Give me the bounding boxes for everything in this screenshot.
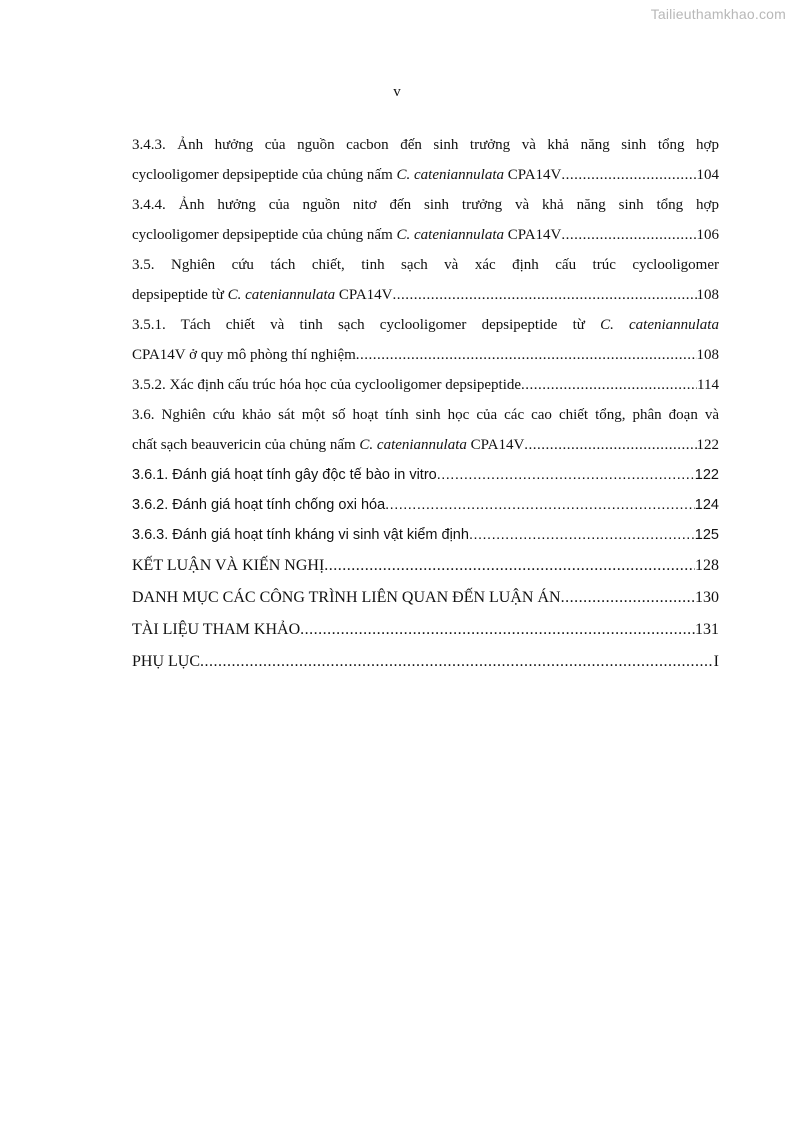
toc-entry-3-4-4-line2[interactable]: cyclooligomer depsipeptide của chủng nấm C. cateniannulata CPA14V ..... 106 — [132, 220, 719, 250]
leader-dots — [524, 430, 696, 460]
toc-entry-3-5-1-line1: 3.5.1. Tách chiết và tinh sạch cyclooligomer depsipeptide từ C. cateniannulata — [132, 317, 719, 333]
toc-page-number: 108 — [696, 287, 719, 303]
page-number: v — [393, 84, 401, 100]
toc-page-number: 104 — [696, 167, 719, 183]
toc-entry-3-5-line2[interactable]: depsipeptide từ C. cateniannulata CPA14V ..... 108 — [132, 280, 719, 310]
toc-entry-3-5-1-line2[interactable]: CPA14V ở quy mô phòng thí nghiệm ..... 108 — [132, 340, 719, 370]
toc-entry-3-6-line2[interactable]: chất sạch beauvericin của chủng nấm C. cateniannulata CPA14V ..... 122 — [132, 430, 719, 460]
leader-dots — [356, 340, 697, 370]
toc-entry-3-5-2[interactable]: 3.5.2. Xác định cấu trúc hóa học của cyclooligomer depsipeptide ..... 114 — [132, 370, 719, 400]
toc-page-number: 114 — [697, 377, 719, 393]
leader-dots — [561, 160, 696, 190]
toc-page-number: 130 — [695, 589, 719, 606]
leader-dots — [300, 614, 695, 646]
toc-entry-3-5-line1: 3.5. Nghiên cứu tách chiết, tinh sạch và xác định cấu trúc cyclooligomer — [132, 257, 719, 273]
toc-page-number: 106 — [696, 227, 719, 243]
toc-page-number: 124 — [694, 497, 719, 513]
toc-page-number: 122 — [694, 467, 719, 483]
toc-entry-3-4-3-line1: 3.4.3. Ảnh hưởng của nguồn cacbon đến sinh trưởng và khả năng sinh tổng hợp — [132, 137, 719, 153]
leader-dots — [385, 490, 695, 520]
leader-dots — [393, 280, 697, 310]
toc-entry-3-4-3-line2[interactable]: cyclooligomer depsipeptide của chủng nấm C. cateniannulata CPA14V ..... 104 — [132, 160, 719, 190]
toc-page-number: 128 — [695, 557, 719, 574]
watermark: Tailieuthamkhao.com — [650, 6, 786, 22]
toc-entry-3-6-2[interactable]: 3.6.2. Đánh giá hoạt tính chống oxi hóa ..... 124 — [132, 490, 719, 520]
leader-dots — [561, 582, 695, 614]
toc-entry-publications[interactable]: DANH MỤC CÁC CÔNG TRÌNH LIÊN QUAN ĐẾN LUẬN ÁN ..... 130 — [132, 582, 719, 614]
leader-dots — [521, 370, 697, 400]
toc-page-number: 122 — [696, 437, 719, 453]
toc-entry-3-6-3[interactable]: 3.6.3. Đánh giá hoạt tính kháng vi sinh vật kiểm định ..... 125 — [132, 520, 719, 550]
toc-entry-appendix[interactable]: PHỤ LỤC ..... I — [132, 646, 719, 678]
toc-page-number: I — [713, 653, 719, 670]
leader-dots — [200, 646, 714, 678]
toc-entry-3-4-4-line1: 3.4.4. Ảnh hưởng của nguồn nitơ đến sinh trưởng và khả năng sinh tổng hợp — [132, 197, 719, 213]
leader-dots — [561, 220, 696, 250]
toc-entry-references[interactable]: TÀI LIỆU THAM KHẢO ..... 131 — [132, 614, 719, 646]
leader-dots — [324, 550, 695, 582]
toc-entry-3-6-line1: 3.6. Nghiên cứu khảo sát một số hoạt tính sinh học của các cao chiết tổng, phân đoạn và — [132, 407, 719, 423]
table-of-contents — [132, 130, 719, 678]
toc-entry-conclusion[interactable]: KẾT LUẬN VÀ KIẾN NGHỊ ..... 128 — [132, 550, 719, 582]
toc-page-number: 108 — [696, 347, 719, 363]
toc-page-number: 131 — [695, 621, 719, 638]
toc-entry-3-6-1[interactable]: 3.6.1. Đánh giá hoạt tính gây độc tế bào in vitro ..... 122 — [132, 460, 719, 490]
leader-dots — [437, 460, 695, 490]
toc-page-number: 125 — [694, 527, 719, 543]
leader-dots — [469, 520, 695, 550]
